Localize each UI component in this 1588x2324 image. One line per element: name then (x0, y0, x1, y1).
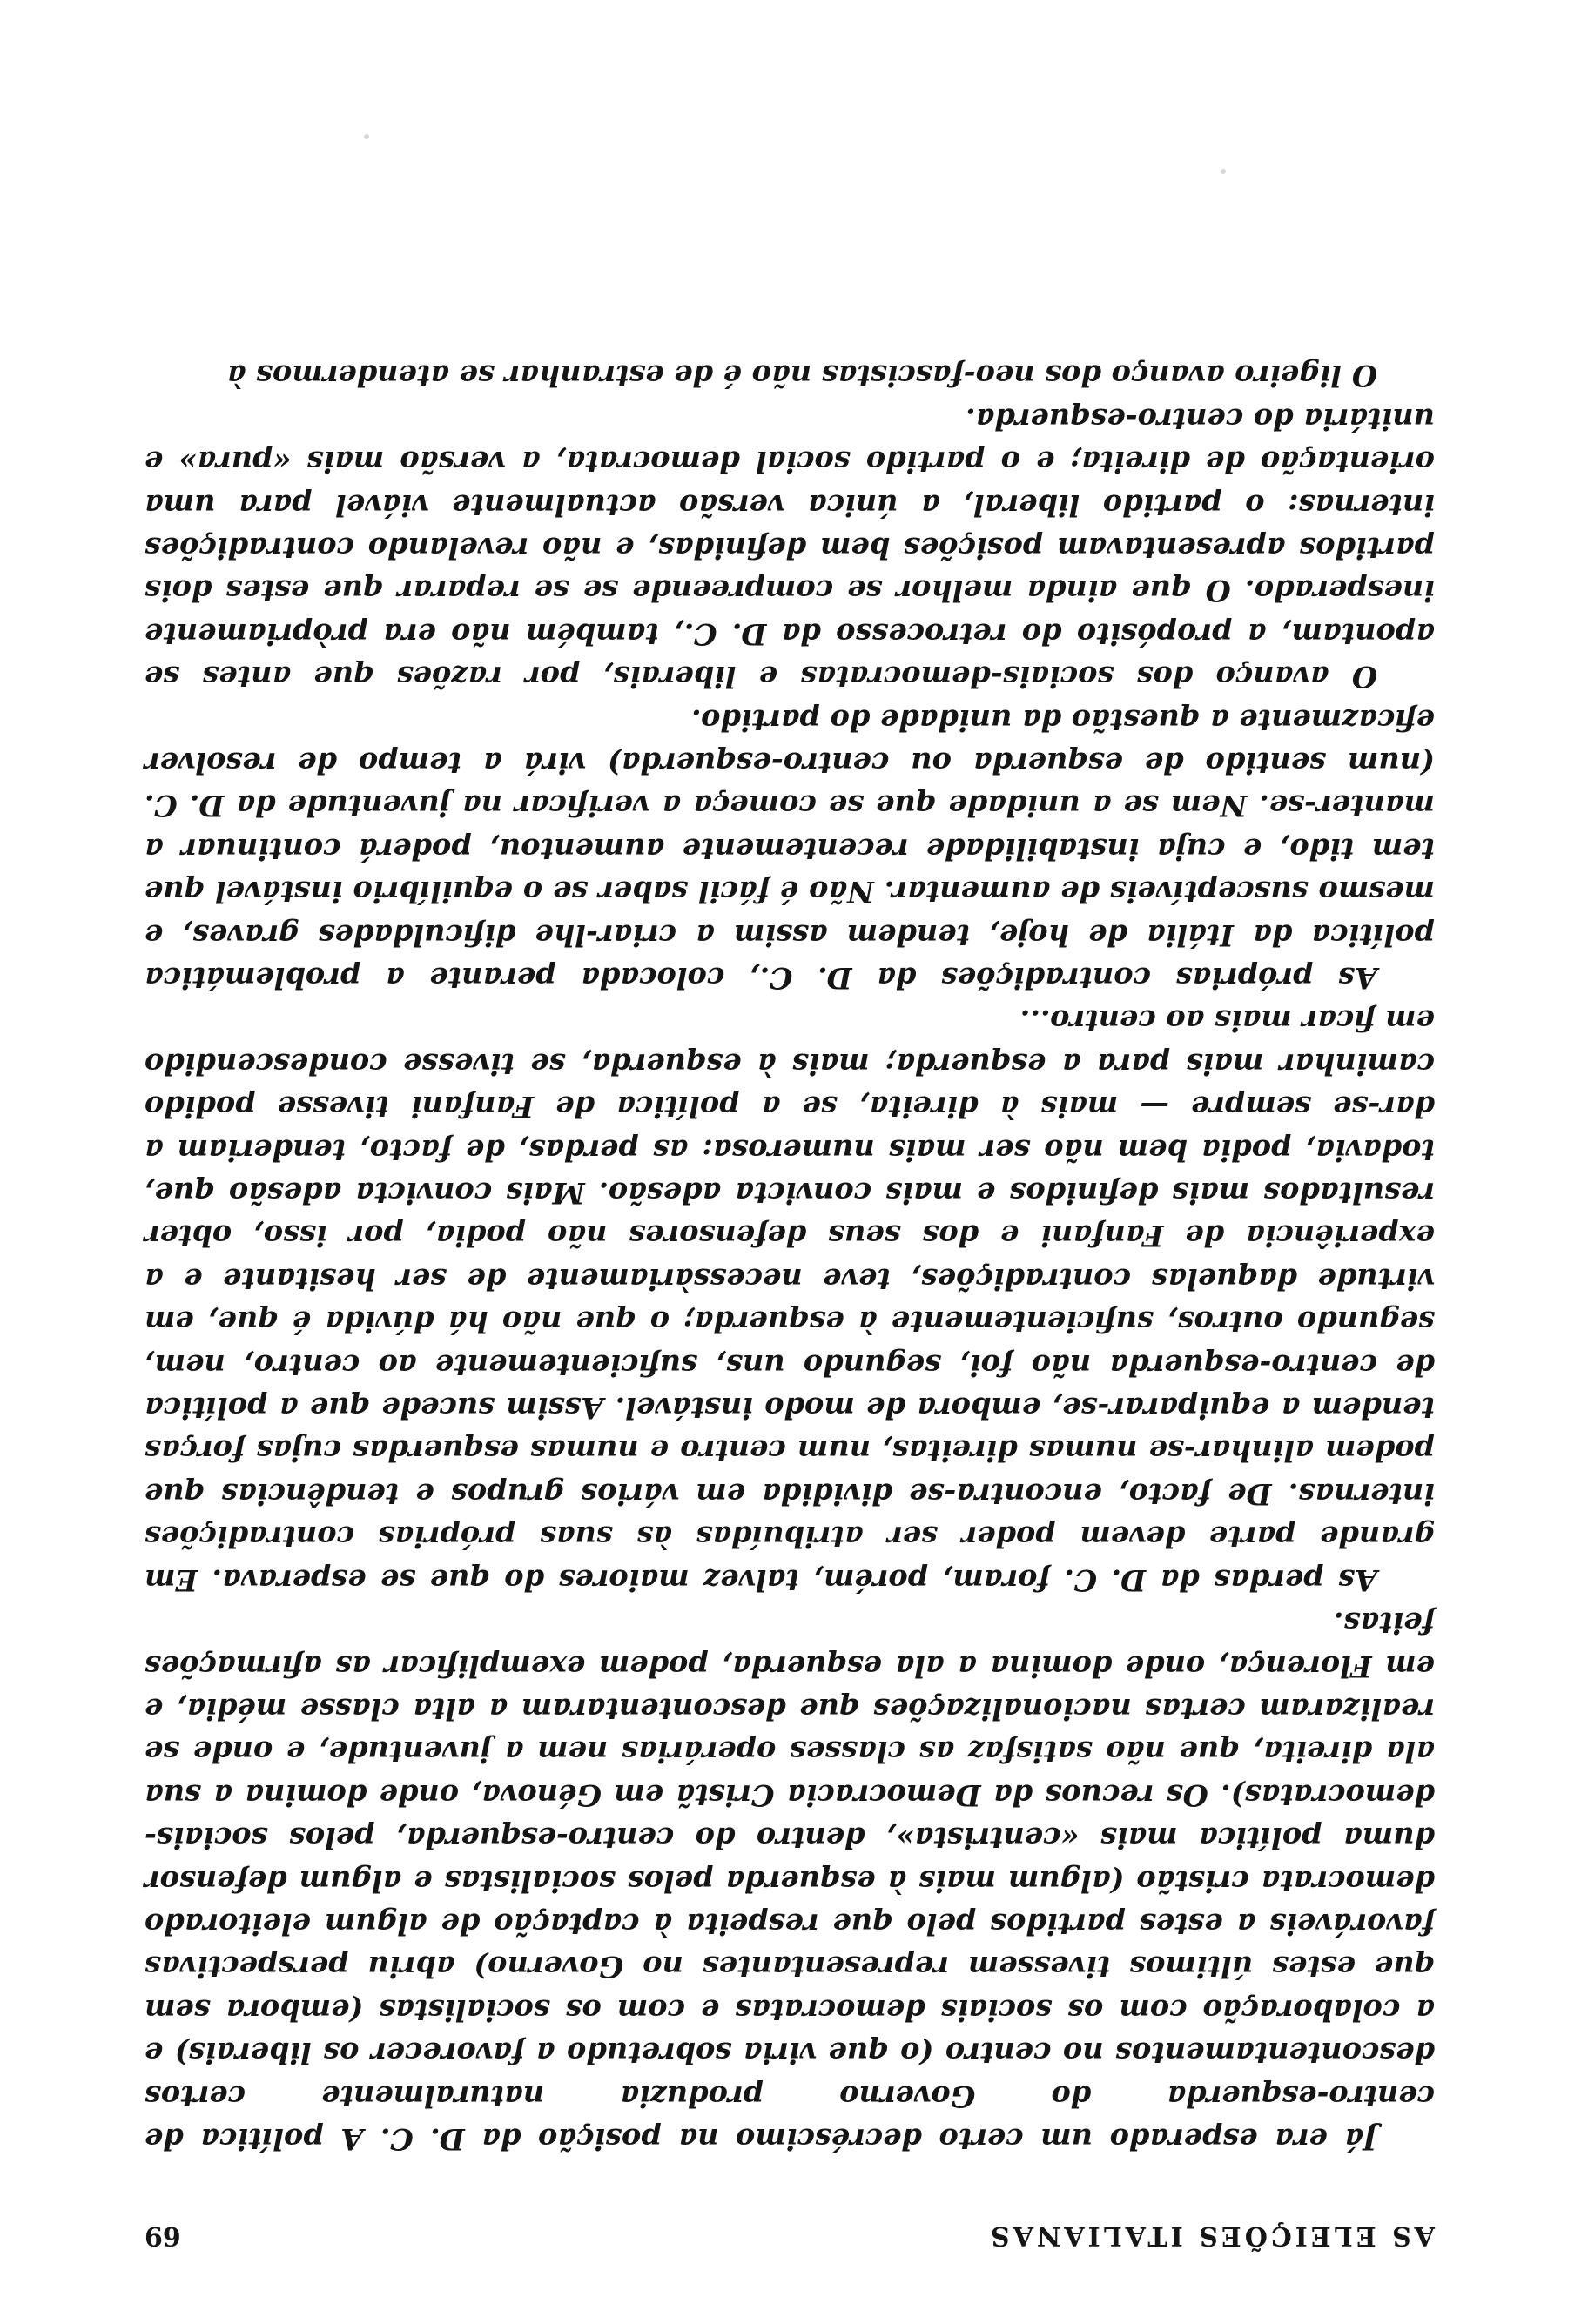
page-header (145, 2216, 1435, 2251)
running-title: AS ELEIÇÕES ITALIANAS (987, 2220, 1435, 2251)
paragraph-4: O avanço dos sociais-democratas e liberais, por razões que antes se apontam, a propósito do retrocesso da D. C., também não era pròpriamente inesperado. O que ainda melhor se compreende se se reparar que estes dois partidos apresentavam posições bem definidas, e não revelando contradições internas: o partido liberal, a única versão actualmente viável para uma orientação de direita; e o partido social democrata, a versão mais «pura» e unitária do centro-esquerda. (145, 401, 1435, 695)
paper-speck (1221, 169, 1226, 174)
paragraph-3: As próprias contradições da D. C., colocada perante a problemática política da Itália de hoje, tendem assim a criar-lhe dificuldades graves, e mesmo susceptíveis de aumentar. Não é fácil saber se o equilíbrio instável que tem tido, e cuja instabilidade recentemente aumentou, poderá continuar a manter-se. Nem se a unidade que se começa a verificar na juventude da D. C. (num sentido de esquerda ou centro-esquerda) virá a tempo de resolver eficazmente a questão da unidade do partido. (145, 702, 1435, 996)
paper-speck (364, 134, 369, 139)
body-text (145, 354, 1435, 2160)
paragraph-2: As perdas da D. C. foram, porém, talvez maiores do que se esperava. Em grande parte devem poder ser atribuídas às suas próprias contradições internas. De facto, encontra-se dividida em vários grupos e tendências que podem alinhar-se numas direitas, num centro e numas esquerdas cujas forças tendem a equiparar-se, embora de modo instável. Assim sucede que a política de centro-esquerda não foi, segundo uns, suficientemente ao centro, nem, segundo outros, suficientemente à esquerda; o que não há dúvida é que, em virtude daquelas contradições, teve necessàriamente de ser hesitante e a experiência de Fanfani e dos seus defensores não podia, por isso, obter resultados mais definidos e mais convicta adesão. Mais convicta adesão que, todavia, podia bem não ser mais numerosa: as perdas, de facto, tenderiam a dar-se sempre — mais à direita, se a política de Fanfani tivesse podido caminhar mais para a esquerda; mais à esquerda, se tivesse condescendido em ficar mais ao centro... (145, 1004, 1435, 1597)
page-number: 69 (145, 2220, 181, 2251)
paragraph-5: O ligeiro avanço dos neo-fascistas não é de estranhar se atendermos à (226, 359, 1377, 393)
paragraph-1: Já era esperado um certo decréscimo na posição da D. C. A política de centro-esquerda do Governo produzia naturalmente certos descontentamentos no centro (o que viria sobretudo a favorecer os liberais) e a colaboração com os sociais democratas e com os socialistas (embora sem que estes últimos tivessem representantes no Governo) abriu perspectivas favoráveis a estes partidos pelo que respeita à captação de algum eleitorado democrata cristão (algum mais à esquerda pelos socialistas e algum defensor duma política mais «centrista», dentro do centro-esquerda, pelos sociais-democratas). Os recuos da Democracia Cristã em Génova, onde domina a sua ala direita, que não satisfaz as classes operárias nem a juventude, e onde se realizaram certas nacionalizações que descontentaram a alta classe média, e em Florença, onde domina a ala esquerda, podem exemplificar as afirmações feitas. (145, 1606, 1435, 2156)
